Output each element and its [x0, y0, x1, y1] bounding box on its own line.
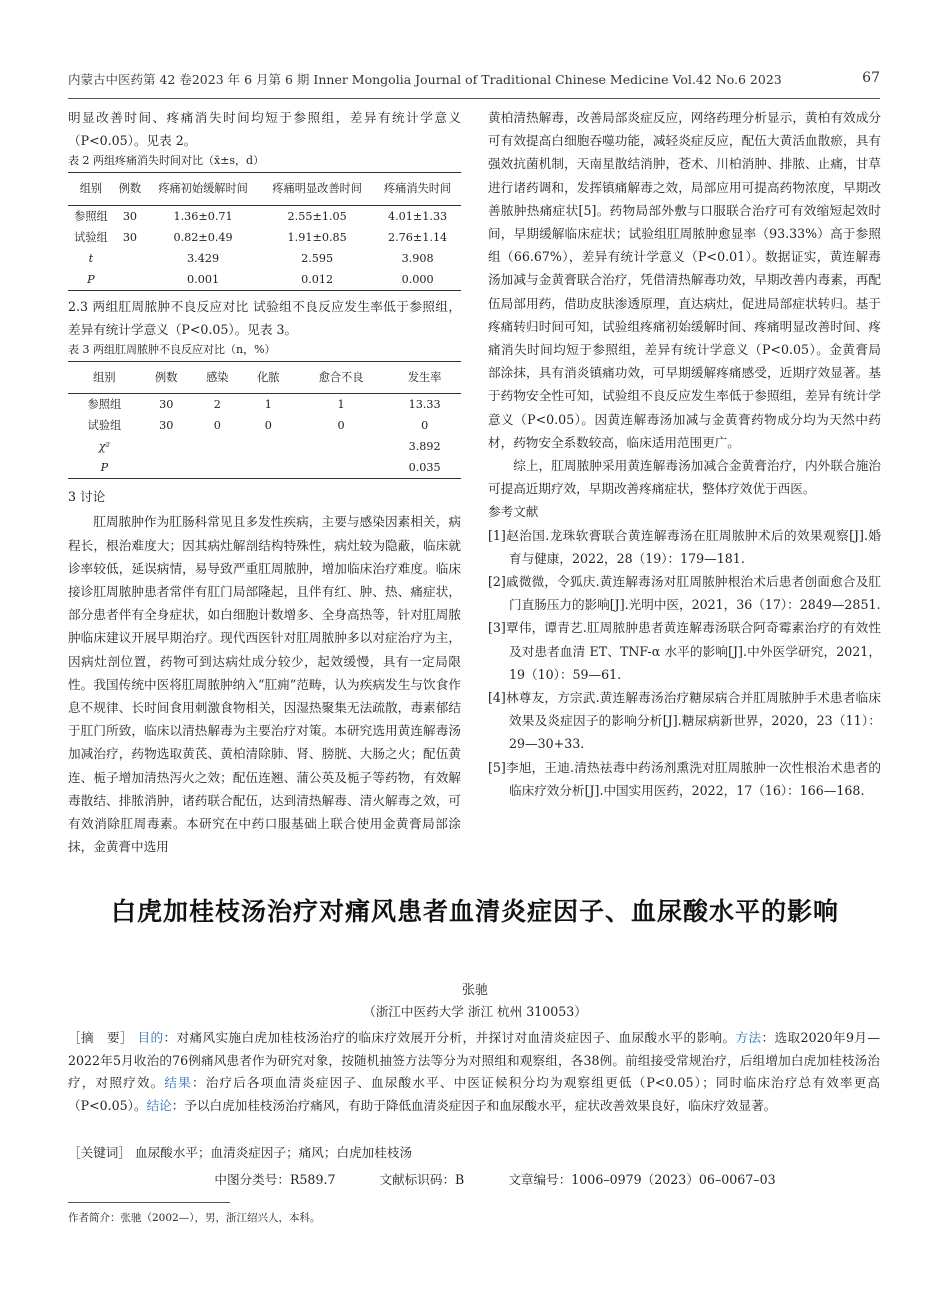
footnote-divider	[68, 1202, 230, 1203]
table-row	[68, 227, 461, 248]
table2-header: 疼痛初始缓解时间	[146, 173, 260, 205]
article-title: 白虎加桂枝汤治疗对痛风患者血清炎症因子、血尿酸水平的影响	[110, 897, 839, 926]
table3-caption: 表 3 两组肛周脓肿不良反应对比（n，%）	[68, 343, 276, 357]
table-cell: 30	[159, 398, 174, 412]
table-cell: χ²	[98, 440, 110, 454]
table-cell: 1.91±0.85	[287, 230, 347, 244]
table-cell: 0.001	[146, 269, 260, 291]
table-cell: 1.36±0.71	[173, 209, 233, 223]
table-cell: 13.33	[408, 398, 441, 412]
table-cell: 1	[337, 398, 345, 412]
table-cell: 0.012	[260, 269, 374, 291]
table-cell	[294, 457, 388, 479]
table-cell: 2.76±1.14	[387, 230, 448, 244]
abstract-results-label: 结果	[164, 1075, 192, 1090]
table-cell	[192, 436, 243, 457]
table3-header: 例数	[141, 362, 192, 394]
right-column	[488, 106, 881, 802]
left-column	[68, 106, 461, 858]
abstract	[68, 1027, 880, 1117]
author-name: 张驰	[461, 983, 488, 998]
table-row	[68, 415, 461, 436]
table-cell: 试验组	[74, 230, 108, 244]
table-cell: 0.82±0.49	[173, 230, 233, 244]
table-cell: P	[68, 269, 114, 291]
table-cell	[294, 436, 388, 457]
table-cell	[114, 248, 146, 269]
section-3-heading: 3 讨论	[68, 489, 106, 505]
table-cell: 2.595	[301, 251, 334, 265]
keywords-line	[68, 1142, 880, 1161]
table-cell: 0	[337, 419, 345, 433]
table-cell	[141, 436, 192, 457]
abstract-conclusion: ：予以白虎加桂枝汤治疗痛风，有助于降低血清炎症因子和血尿酸水平，症状改善效果良好，临床疗效显著。	[171, 1097, 777, 1113]
table-cell: 0	[213, 419, 221, 433]
author-affiliation: （浙江中医药大学 浙江 杭州 310053）	[363, 1004, 587, 1019]
table-cell	[243, 457, 294, 479]
results-paragraph: 明显改善时间、疼痛消失时间均短于参照组，差异有统计学意义（P<0.05）。见表 2。	[68, 110, 461, 149]
table2-header: 例数	[114, 173, 146, 205]
running-header	[68, 70, 880, 92]
section-2-3: 2.3 两组肛周脓肿不良反应对比 试验组不良反应发生率低于参照组，差异有统计学意义（P<0.05）。见表 3。	[68, 298, 461, 337]
clc-number: 中图分类号：R589.7	[214, 1172, 336, 1187]
table-cell: 30	[122, 209, 138, 223]
table-cell: 0.000	[374, 269, 461, 291]
reference-item: [5]李旭，王迪.清热祛毒中药汤剂熏洗对肛周脓肿一次性根治术患者的临床疗效分析[J].中国实用医药，2022，17（16）：166—168.	[488, 759, 881, 798]
abstract-results: ：治疗后各项血清炎症因子、血尿酸水平、中医证候积分均为观察组更低（P<0.05）；同时临床治疗总有效率更高（P<0.05）。	[68, 1075, 880, 1113]
journal-info: 内蒙古中医药第 42 卷2023 年 6 月第 6 期 Inner Mongolia Journal of Traditional Chinese Medicine Vol.42 No.6 2023	[68, 72, 782, 87]
table-cell: 0	[264, 419, 272, 433]
table-row	[68, 248, 461, 269]
abstract-conclusion-label: 结论	[146, 1097, 172, 1113]
discussion-paragraph: 肛周脓肿作为肛肠科常见且多发性疾病，主要与感染因素相关，病程长，根治难度大；因其病灶解剖结构特殊性，病灶较为隐蔽，临床就诊率较低，延误病情，易导致严重肛周脓肿，增加临床治疗难度。临床接诊肛周脓肿患者常伴有肛门局部隆起，且伴有红、肿、热、痛症状，部分患者伴有全身症状，如白细胞计数增多、全身高热等，针对肛周脓肿临床建议开展早期治疗。现代西医针对肛周脓肿多以对症治疗为主，因病灶剖位置，药物可到达病灶成分较少，起效缓慢，具有一定局限性。我国传统中医将肛周脓肿纳入“肛痈”范畴，认为疾病发生与饮食作息不规律、长时间食用刺激食物相关，因湿热聚集无法疏散，毒素郁结于肛门所致，临床以清热解毒为主要治疗对策。本研究选用黄连解毒汤加减治疗，药物选取黄芪、黄柏清除肺、肾、膀胱、大肠之火；配伍黄连、栀子增加清热泻火之效；配伍连翘、蒲公英及栀子等药物，有效解毒散结、排脓消肿，诸药联合配伍，达到清热解毒、清火解毒之效，可有效消除肛周毒素。本研究在中药口服基础上联合使用金黄膏局部涂抹，金黄膏中选用	[68, 514, 461, 855]
table-row	[68, 394, 461, 416]
table3-header: 愈合不良	[294, 362, 388, 394]
classification-line	[0, 1169, 950, 1188]
reference-item: [3]覃伟，谭青艺.肛周脓肿患者黄连解毒汤联合阿奇霉素治疗的有效性及对患者血清 ET、TNF-α 水平的影响[J].中外医学研究，2021，19（10）：59—61.	[488, 620, 881, 682]
abstract-label: ［摘 要］	[68, 1030, 134, 1045]
table-cell	[141, 457, 192, 479]
table-row	[68, 436, 461, 457]
table-cell: 0.035	[388, 457, 461, 479]
table-cell: 参照组	[74, 209, 108, 223]
table-cell: 2	[213, 398, 221, 412]
table-cell	[192, 457, 243, 479]
table2	[68, 172, 461, 290]
document-code: 文献标识码：B	[379, 1172, 465, 1187]
table2-header: 组别	[68, 173, 114, 205]
author-footnote: 作者简介：张驰（2002—），男，浙江绍兴人，本科。	[68, 1212, 321, 1224]
table2-header-row	[68, 173, 461, 205]
reference-item: [4]林尊友，方宗武.黄连解毒汤治疗糖尿病合并肛周脓肿手术患者临床效果及炎症因子的影响分析[J].糖尿病新世界，2020，23（11）：29—30+33.	[488, 690, 881, 752]
article-number: 文章编号：1006–0979（2023）06–0067–03	[508, 1172, 776, 1187]
table3-header: 发生率	[388, 362, 461, 394]
table3-header: 感染	[192, 362, 243, 394]
abstract-objective-label: 目的	[137, 1030, 164, 1045]
table-row	[68, 269, 461, 291]
table-cell: 1	[264, 398, 272, 412]
table-cell: 30	[159, 419, 174, 433]
keywords-label: ［关键词］	[68, 1145, 131, 1160]
table-cell: 3.429	[187, 251, 220, 265]
conclusion-paragraph: 综上，肛周脓肿采用黄连解毒汤加减合金黄膏治疗，内外联合施治可提高近期疗效，早期改善疼痛症状，整体疗效优于西医。	[488, 458, 881, 497]
table2-header: 疼痛明显改善时间	[260, 173, 374, 205]
table3	[68, 361, 461, 479]
abstract-objective: ：对痛风实施白虎加桂枝汤治疗的临床疗效展开分析，并探讨对血清炎症因子、血尿酸水平的影响。	[163, 1030, 736, 1045]
table3-header: 组别	[68, 362, 141, 394]
table3-header-row	[68, 362, 461, 394]
table-cell: 试验组	[87, 419, 122, 433]
references-heading: 参考文献	[488, 504, 539, 520]
table2-caption: 表 2 两组疼痛消失时间对比（x̄±s，d）	[68, 154, 265, 168]
table-row	[68, 205, 461, 227]
table-row	[68, 457, 461, 479]
header-divider	[68, 98, 880, 99]
table-cell: 3.908	[401, 251, 434, 265]
table2-header: 疼痛消失时间	[374, 173, 461, 205]
discussion-continued: 黄柏清热解毒，改善局部炎症反应，网络药理分析显示，黄柏有效成分可有效提高白细胞吞噬功能，减轻炎症反应，配伍大黄活血散瘀，具有强效抗菌机制，天南星散结消肿，苍术、川柏消肿、排脓、止痛，甘草进行诸药调和，发挥镇痛解毒之效，局部应用可提高药物浓度，早期改善脓肿热痛症状[5]。药物局部外敷与口服联合治疗可有效缩短起效时间，早期缓解临床症状；试验组肛周脓肿愈显率（93.33%）高于参照组（66.67%），差异有统计学意义（P<0.01）。数据证实，黄连解毒汤加减与金黄膏联合治疗，凭借清热解毒功效，早期改善内毒素，再配伍局部用药，借助皮肤渗透原理，直达病灶，促进局部症状转归。基于疼痛转归时间可知，试验组疼痛初始缓解时间、疼痛明显改善时间、疼痛消失时间均短于参照组，差异有统计学意义（P<0.05）。金黄膏局部涂抹，具有消炎镇痛功效，可早期缓解疼痛感受，近期疗效显著。基于药物安全性可知，试验组不良反应发生率低于参照组，差异有统计学意义（P<0.05）。因黄连解毒汤加减与金黄膏药物成分均为天然中药材，药物安全系数较高，临床适用范围更广。	[488, 110, 881, 450]
abstract-methods-label: 方法	[735, 1030, 762, 1045]
reference-item: [1]赵治国.龙珠软膏联合黄连解毒汤在肛周脓肿术后的效果观察[J].婚育与健康，2022，28（19）：179—181.	[488, 527, 881, 566]
table-cell: t	[88, 251, 94, 265]
reference-item: [2]戚微微，令狐庆.黄连解毒汤对肛周脓肿根治术后患者创面愈合及肛门直肠压力的影响[J].光明中医，2021，36（17）：2849—2851.	[488, 574, 881, 613]
table-cell: 4.01±1.33	[387, 209, 448, 223]
table-cell: 30	[122, 230, 138, 244]
table3-header: 化脓	[243, 362, 294, 394]
table-cell: 参照组	[87, 398, 122, 412]
keywords: 血尿酸水平；血清炎症因子；痛风；白虎加桂枝汤	[134, 1145, 413, 1160]
page-number: 67	[862, 70, 880, 86]
table-cell: P	[68, 457, 141, 479]
table-cell	[243, 436, 294, 457]
table-cell: 3.892	[408, 440, 441, 454]
abstract-methods: ：选取2020年9月—2022年5月收治的76例痛风患者作为研究对象，按随机抽签方法等分为对照组和观察组，各38例。前组接受常规治疗，后组增加白虎加桂枝汤治疗，对照疗效。	[68, 1030, 881, 1090]
table-cell: 0	[421, 419, 429, 433]
table-cell: 2.55±1.05	[287, 209, 347, 223]
table-cell	[114, 269, 146, 291]
